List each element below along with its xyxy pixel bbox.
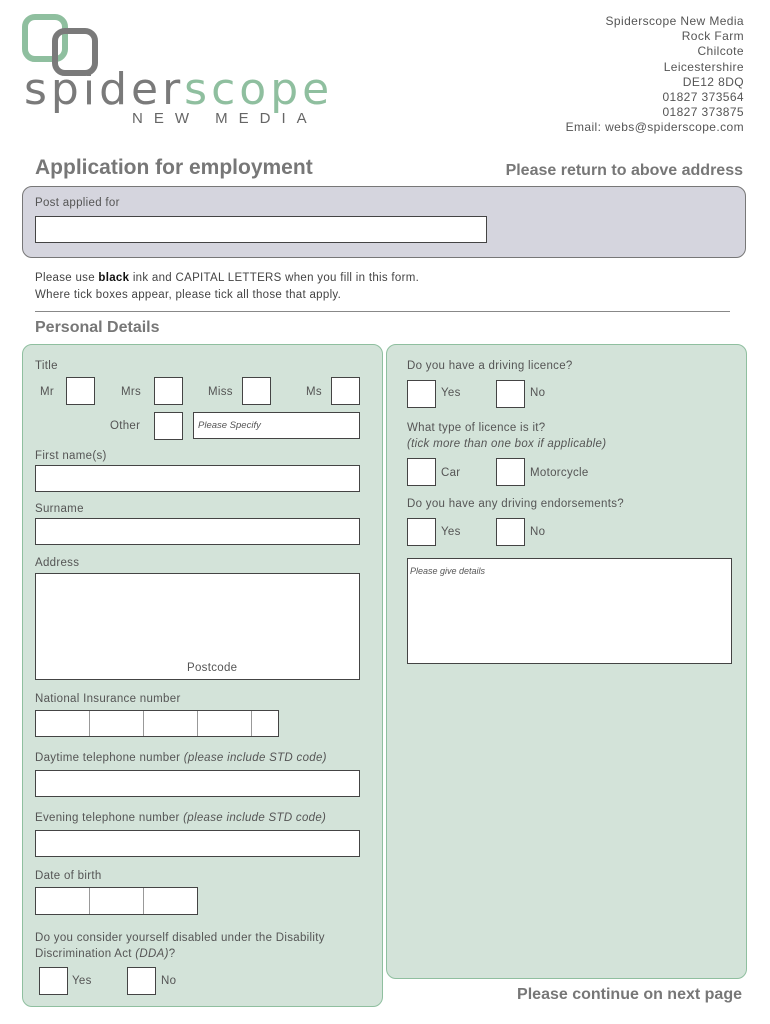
licence-no-label: No: [530, 387, 546, 399]
dda-question: Do you consider yourself disabled under the Disability Discrimination Act (DDA)?: [35, 932, 325, 960]
miss-label: Miss: [208, 386, 233, 398]
day-tel-input[interactable]: [35, 770, 360, 797]
other-specify-input[interactable]: Please Specify: [193, 412, 360, 439]
surname-input[interactable]: [35, 518, 360, 545]
dda-yes-checkbox[interactable]: [39, 967, 68, 995]
logo-wordmark: spiderscope: [24, 64, 334, 115]
endorsement-yes-label: Yes: [441, 526, 461, 538]
mrs-label: Mrs: [121, 386, 142, 398]
endorsement-question: Do you have any driving endorsements?: [407, 498, 624, 510]
eve-tel-input[interactable]: [35, 830, 360, 857]
endorsement-no-label: No: [530, 526, 546, 538]
dda-no-label: No: [161, 975, 177, 987]
miss-checkbox[interactable]: [242, 377, 271, 405]
licence-yes-label: Yes: [441, 387, 461, 399]
dob-input[interactable]: [35, 887, 198, 915]
motorcycle-label: Motorcycle: [530, 467, 589, 479]
endorsement-yes-checkbox[interactable]: [407, 518, 436, 546]
post-applied-input[interactable]: [35, 216, 487, 243]
eve-tel-label: Evening telephone number (please include STD code): [35, 812, 327, 824]
day-tel-label: Daytime telephone number (please include STD code): [35, 752, 327, 764]
form-title: Application for employment: [35, 156, 313, 179]
logo-subtitle: NEW MEDIA: [132, 110, 318, 127]
ni-input[interactable]: [35, 710, 279, 737]
dob-label: Date of birth: [35, 870, 102, 882]
postcode-label: Postcode: [187, 662, 238, 674]
other-checkbox[interactable]: [154, 412, 183, 440]
section-title: Personal Details: [35, 319, 160, 336]
post-applied-label: Post applied for: [35, 197, 120, 209]
first-name-input[interactable]: [35, 465, 360, 492]
motorcycle-checkbox[interactable]: [496, 458, 525, 486]
licence-type-question: What type of licence is it?: [407, 422, 546, 434]
address-input[interactable]: [35, 573, 360, 680]
endorsement-details-input[interactable]: Please give details: [407, 558, 732, 664]
company-address: Spiderscope New Media Rock Farm Chilcote Leicestershire DE12 8DQ 01827 373564 01827 373875 Email: webs@spiderscope.com: [565, 14, 744, 135]
mr-label: Mr: [40, 386, 55, 398]
licence-question: Do you have a driving licence?: [407, 360, 573, 372]
continue-note: Please continue on next page: [517, 986, 742, 1003]
licence-type-note: (tick more than one box if applicable): [407, 438, 607, 450]
title-label: Title: [35, 360, 58, 372]
licence-yes-checkbox[interactable]: [407, 380, 436, 408]
surname-label: Surname: [35, 503, 84, 515]
dda-yes-label: Yes: [72, 975, 92, 987]
divider: [35, 311, 730, 312]
first-name-label: First name(s): [35, 450, 107, 462]
mr-checkbox[interactable]: [66, 377, 95, 405]
mrs-checkbox[interactable]: [154, 377, 183, 405]
licence-no-checkbox[interactable]: [496, 380, 525, 408]
ms-label: Ms: [306, 386, 322, 398]
ni-label: National Insurance number: [35, 693, 181, 705]
instructions: Please use black ink and CAPITAL LETTERS when you fill in this form. Where tick boxes appear, please tick all those that apply.: [35, 272, 420, 301]
other-label: Other: [110, 420, 141, 432]
ms-checkbox[interactable]: [331, 377, 360, 405]
car-label: Car: [441, 467, 461, 479]
address-label: Address: [35, 557, 80, 569]
endorsement-no-checkbox[interactable]: [496, 518, 525, 546]
car-checkbox[interactable]: [407, 458, 436, 486]
dda-no-checkbox[interactable]: [127, 967, 156, 995]
return-note: Please return to above address: [505, 162, 743, 179]
